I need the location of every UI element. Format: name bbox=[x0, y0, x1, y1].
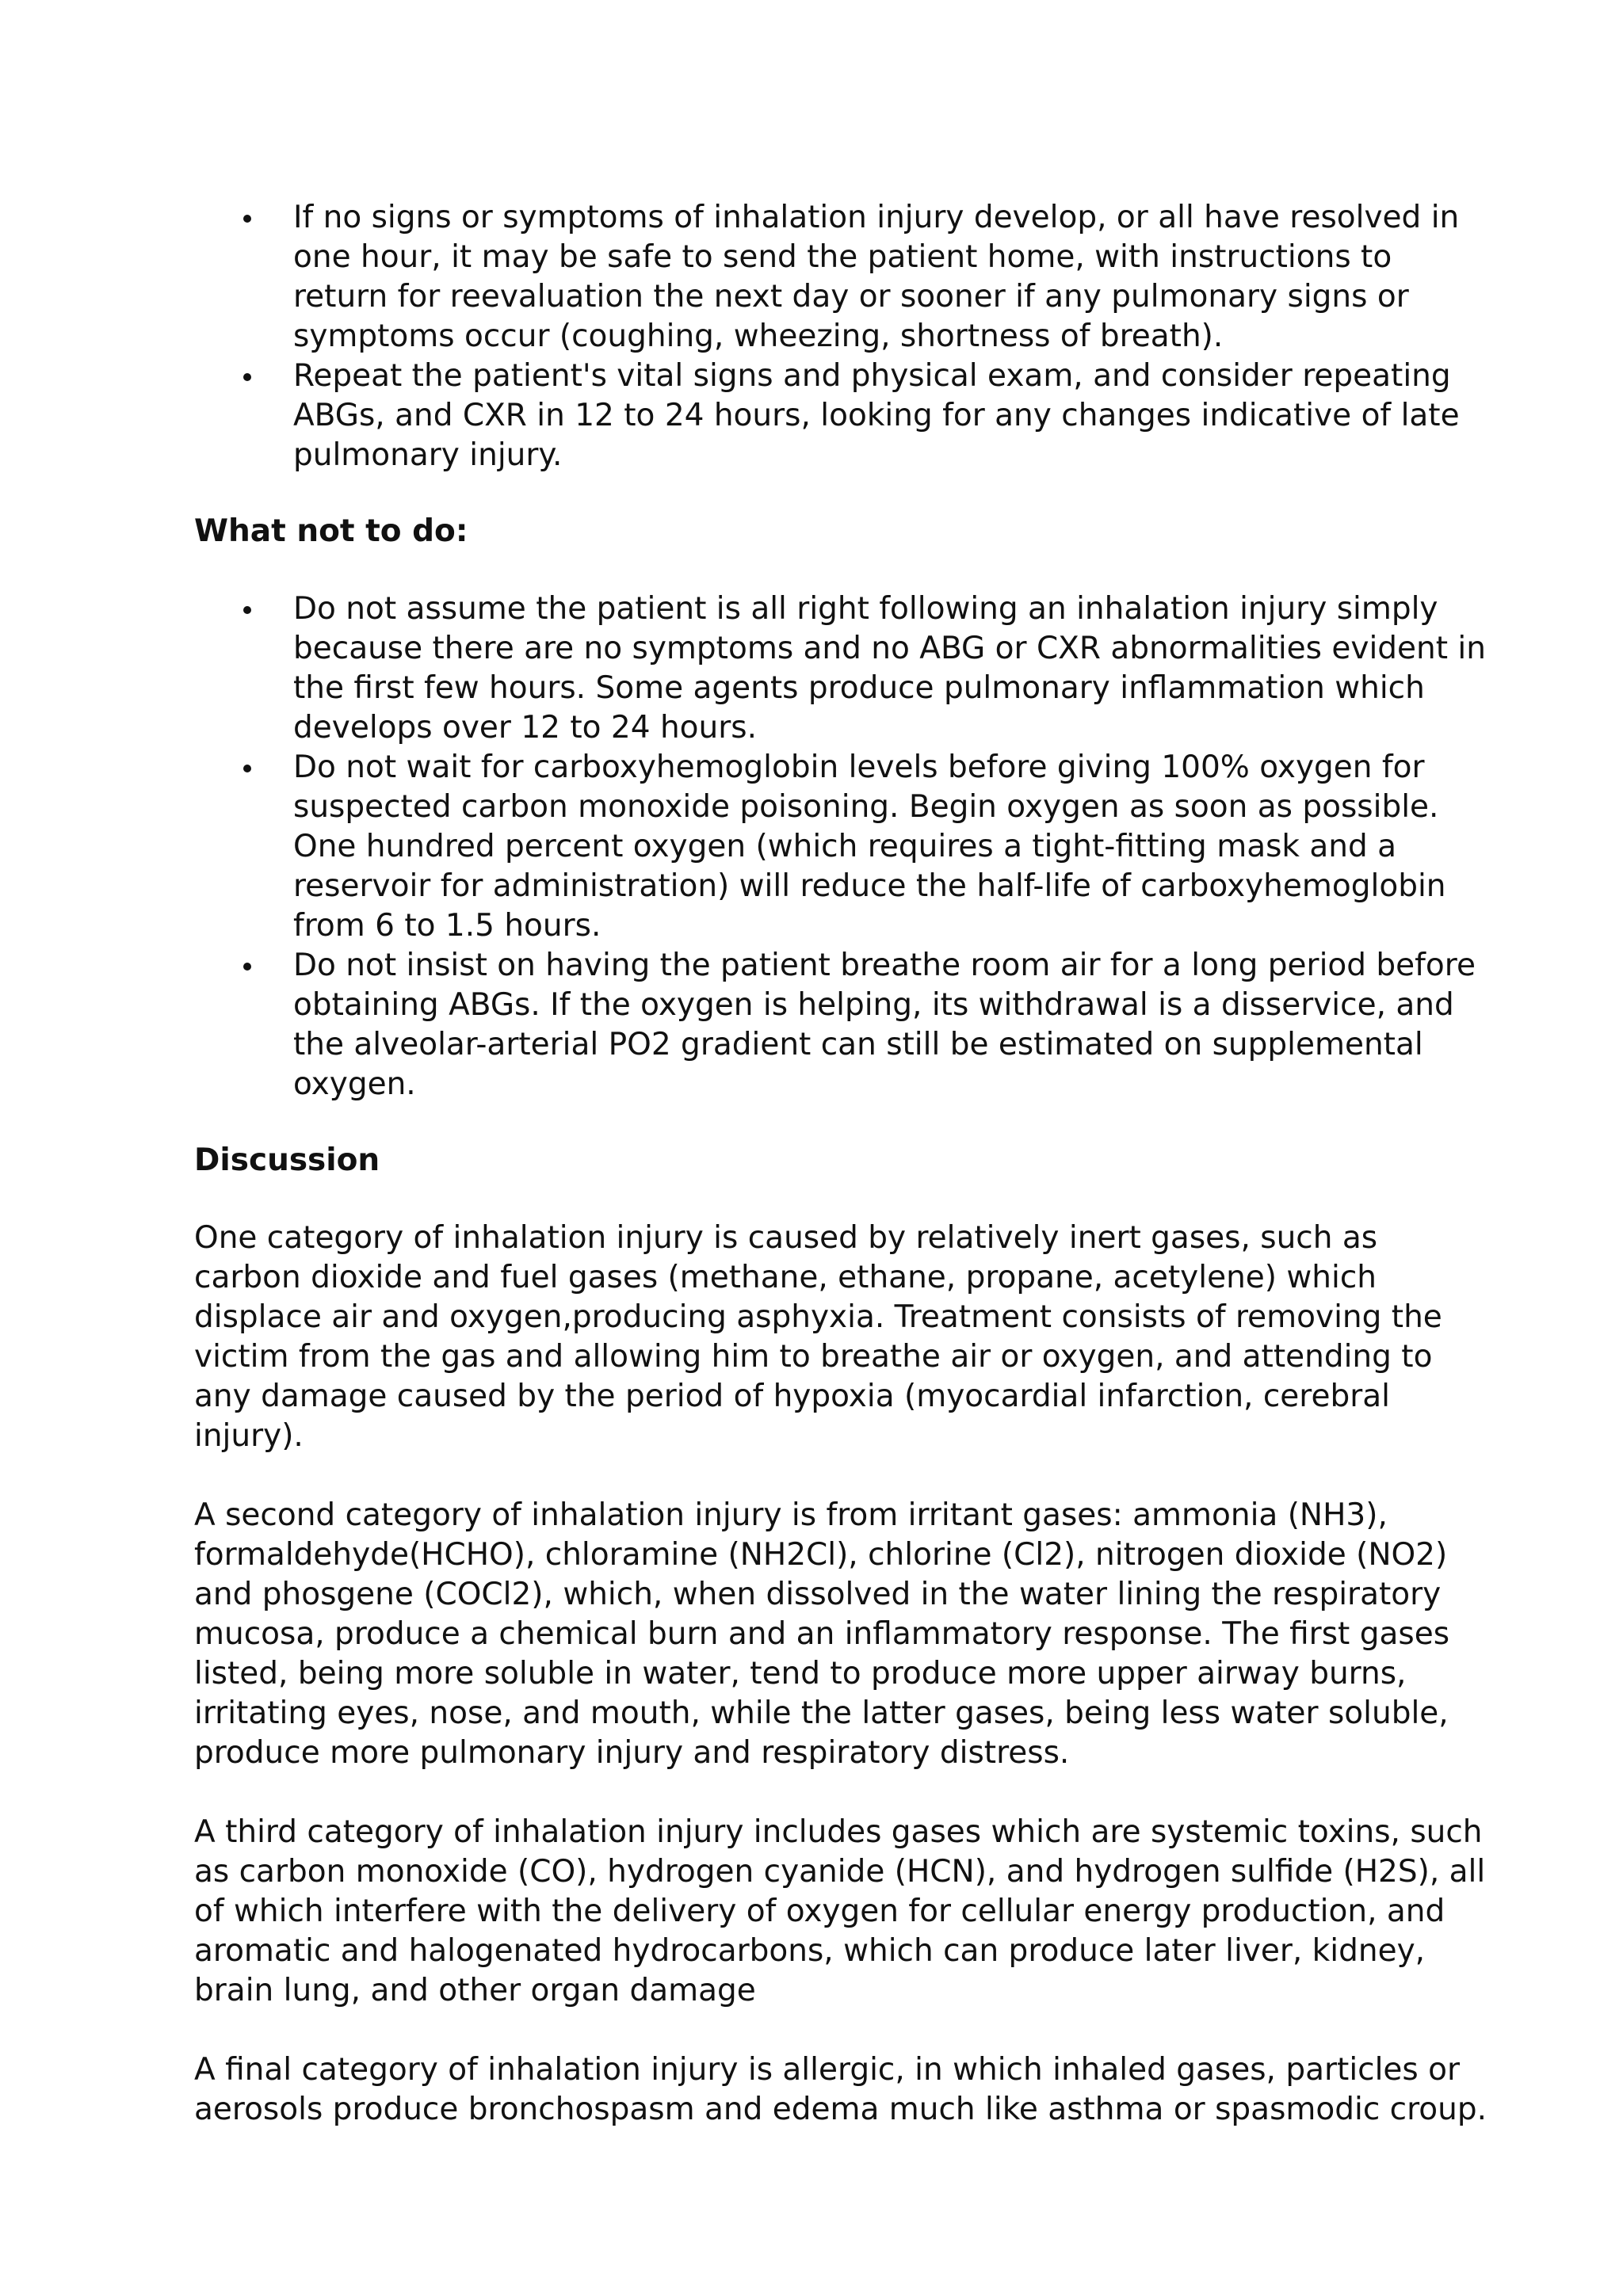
list-item bbox=[194, 198, 1494, 357]
spacer bbox=[194, 1773, 1494, 1813]
list-item-text: Do not wait for carboxyhemoglobin levels before giving 100% oxygen for suspected carbon monoxide poisoning. Begin oxygen as soon as possible. One hundred percent oxygen (which requires a tight-fitting mask and a reservoir for administration) will reduce the half-life of carboxyhemoglobin from 6 to 1.5 hours. bbox=[293, 749, 1446, 944]
list-item bbox=[194, 589, 1494, 748]
list-item-text: Do not insist on having the patient breathe room air for a long period before obtaining ABGs. If the oxygen is helping, its withdrawal is a disservice, and the alveolar-arterial PO2 gradient can still be estimated on supplemental oxygen. bbox=[293, 948, 1476, 1102]
what-not-to-do-list bbox=[194, 589, 1494, 1104]
intro-bullet-list bbox=[194, 198, 1494, 475]
list-item bbox=[194, 748, 1494, 946]
discussion-paragraph-3: A third category of inhalation injury includes gases which are systemic toxins, such as carbon monoxide (CO), hydrogen cyanide (HCN), and hydrogen sulfide (H2S), all of which interfere with the delivery of oxygen for cellular energy production, and aromatic and halogenated hydrocarbons, which can produce later liver, kidney, brain lung, and other organ damage bbox=[194, 1814, 1486, 2008]
discussion-heading: Discussion bbox=[194, 1142, 380, 1178]
what-not-to-do-heading: What not to do: bbox=[194, 513, 468, 549]
bullet-icon bbox=[243, 215, 251, 223]
list-item-text: If no signs or symptoms of inhalation injury develop, or all have resolved in one hour, it may be safe to send the patient home, with instructions to return for reevaluation the next day or sooner if any pulmonary signs or symptoms occur (coughing, wheezing, shortness of breath). bbox=[293, 200, 1460, 354]
list-item bbox=[194, 946, 1494, 1104]
discussion-paragraph-2: A second category of inhalation injury is from irritant gases: ammonia (NH3), formaldehyde(HCHO), chloramine (NH2Cl), chlorine (Cl2), nitrogen dioxide (NO2) and phosgene (COCl2), which, when dissolved in the water lining the respiratory mucosa, produce a chemical burn and an inflammatory response. The first gases listed, being more soluble in water, tend to produce more upper airway burns, irritating eyes, nose, and mouth, while the latter gases, being less water soluble, produce more pulmonary injury and respiratory distress. bbox=[194, 1497, 1450, 1771]
spacer bbox=[194, 1104, 1494, 1141]
discussion-paragraph-4: A final category of inhalation injury is allergic, in which inhaled gases, particles or aerosols produce bronchospasm and edema much like asthma or spasmodic croup. bbox=[194, 2052, 1487, 2127]
spacer bbox=[194, 2011, 1494, 2050]
list-item-text: Repeat the patient's vital signs and physical exam, and consider repeating ABGs, and CXR in 12 to 24 hours, looking for any changes indicative of late pulmonary injury. bbox=[293, 358, 1460, 473]
document-page bbox=[194, 198, 1494, 2130]
discussion-paragraph-1: One category of inhalation injury is caused by relatively inert gases, such as carbon dioxide and fuel gases (methane, ethane, propane, acetylene) which displace air and oxygen,producing asphyxia. Treatment consists of removing the victim from the gas and allowing him to breathe air or oxygen, and attending to any damage caused by the period of hypoxia (myocardial infarction, cerebral injury). bbox=[194, 1220, 1442, 1454]
bullet-icon bbox=[243, 606, 251, 614]
spacer bbox=[194, 1180, 1494, 1219]
bullet-icon bbox=[243, 765, 251, 772]
bullet-icon bbox=[243, 373, 251, 381]
list-item bbox=[194, 357, 1494, 475]
list-item-text: Do not assume the patient is all right following an inhalation injury simply because there are no symptoms and no ABG or CXR abnormalities evident in the first few hours. Some agents produce pulmonary inflammation which develops over 12 to 24 hours. bbox=[293, 591, 1486, 746]
spacer bbox=[194, 1456, 1494, 1496]
bullet-icon bbox=[243, 963, 251, 971]
spacer bbox=[194, 551, 1494, 589]
spacer bbox=[194, 475, 1494, 512]
